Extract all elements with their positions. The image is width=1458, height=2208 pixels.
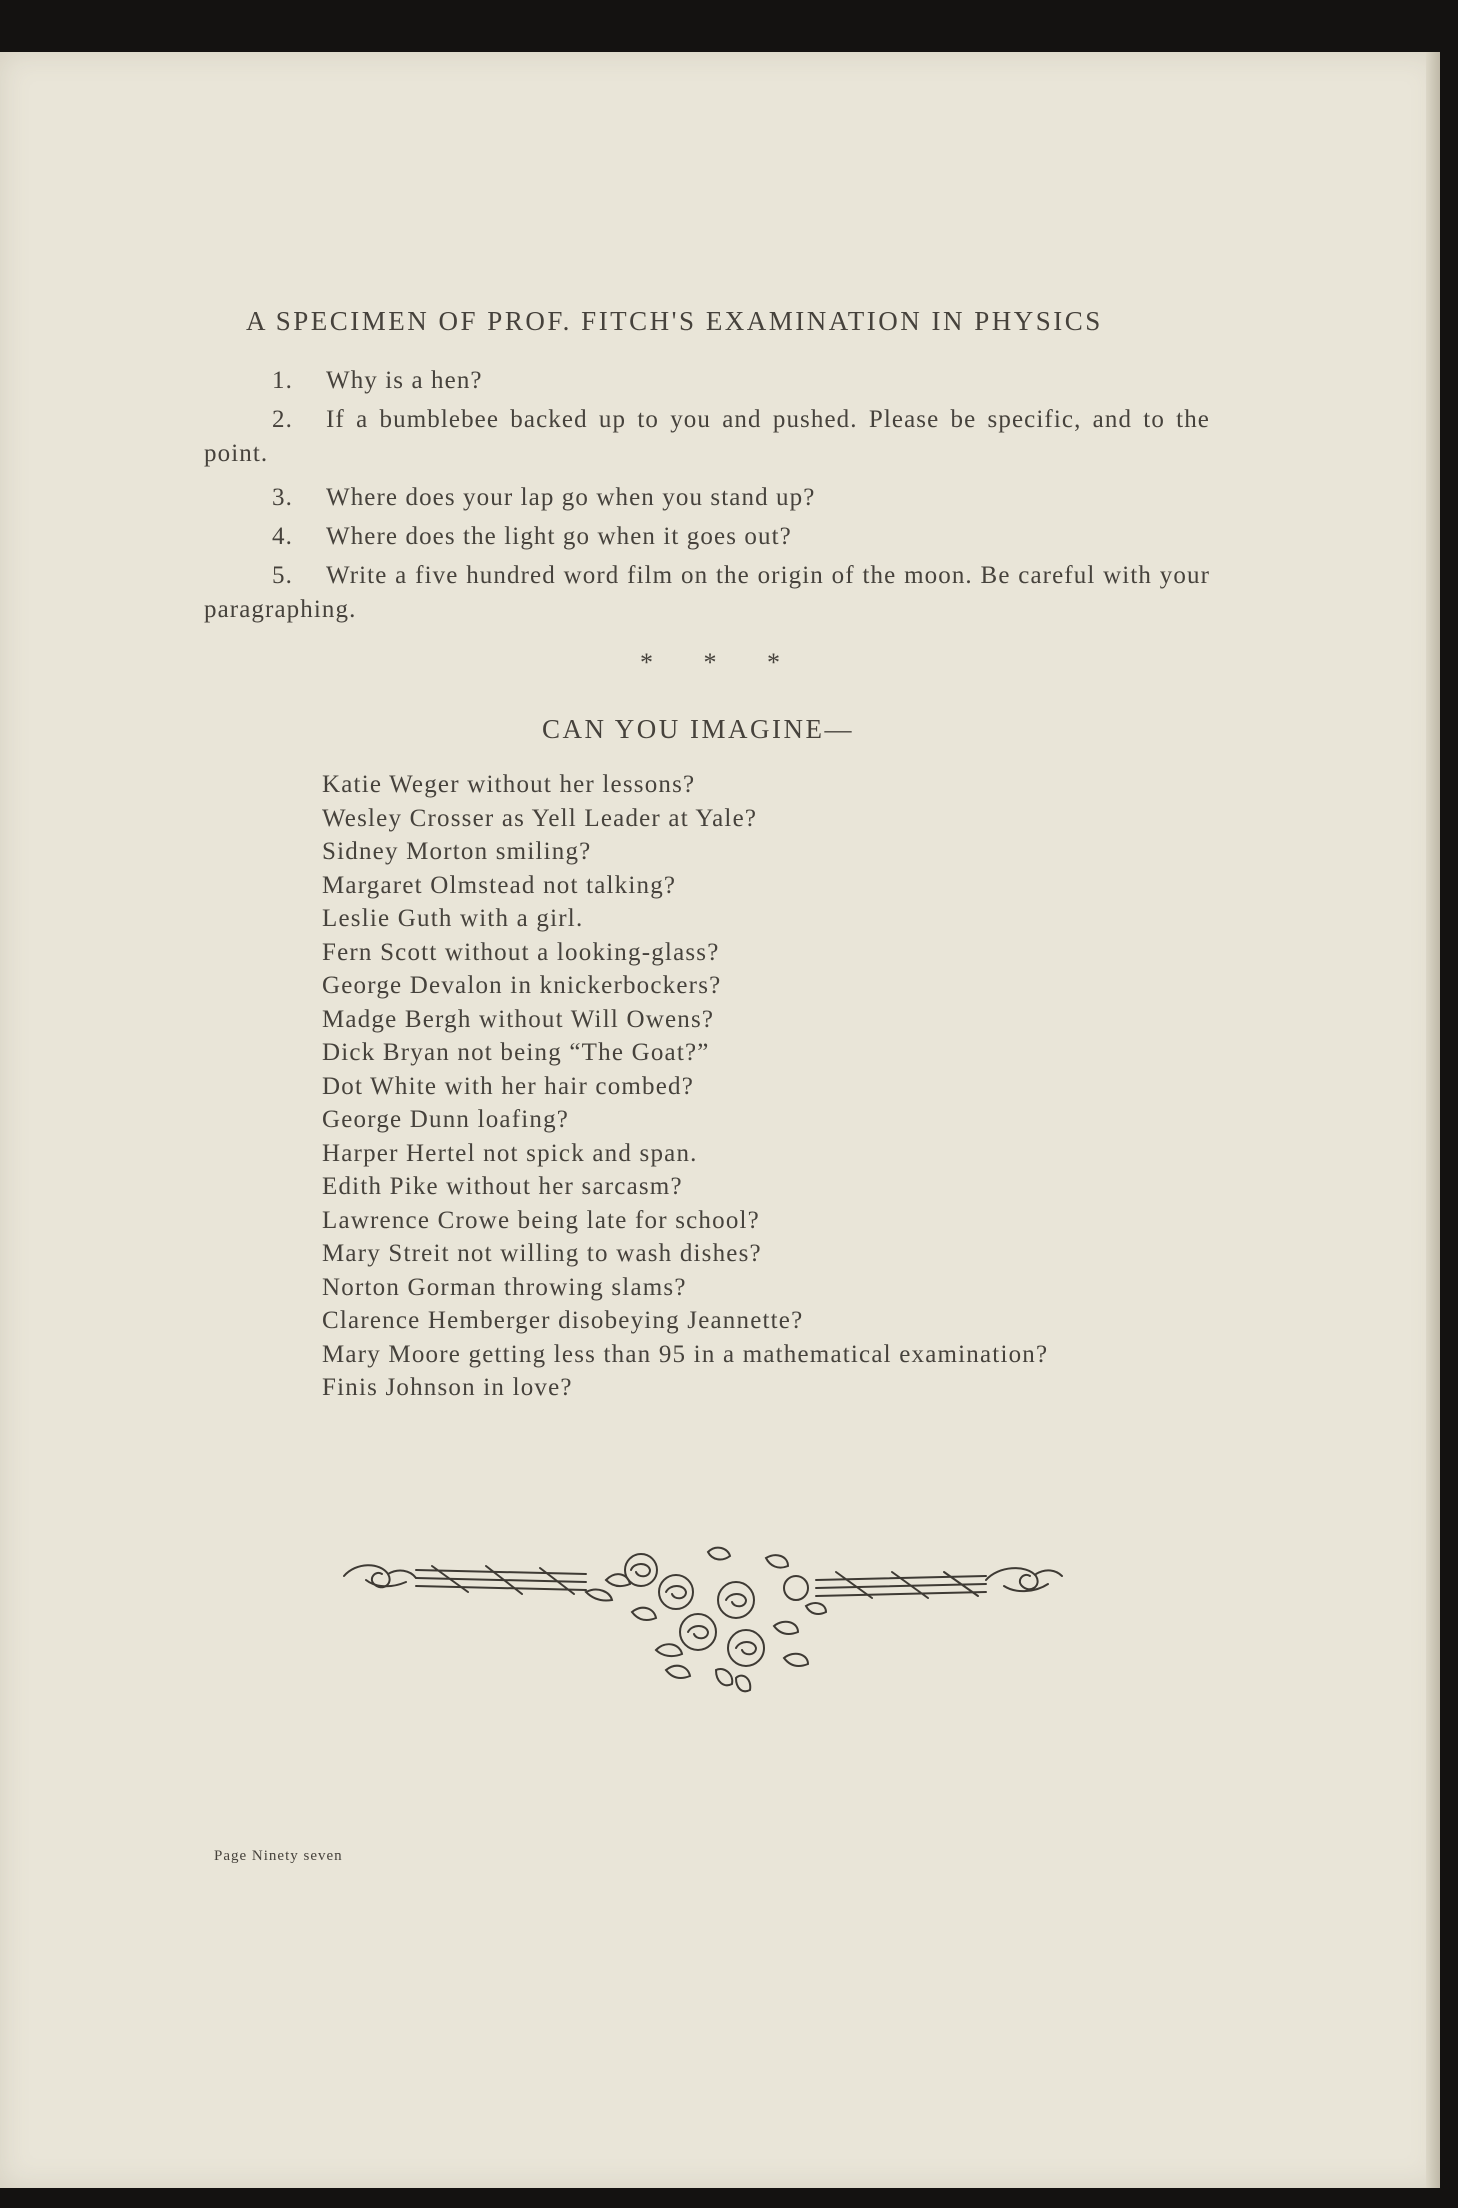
imagine-title: CAN YOU IMAGINE— [542, 714, 854, 744]
question-2 [204, 403, 1210, 471]
list-item: Mary Streit not willing to wash dishes? [322, 1240, 762, 1267]
list-item: Wesley Crosser as Yell Leader at Yale? [322, 804, 758, 832]
question-text: Why is a hen? [326, 367, 483, 394]
question-5 [204, 559, 1210, 627]
question-number: 1. [272, 367, 293, 394]
question-number: 2. [272, 406, 293, 433]
list-item: Dot White with her hair combed? [322, 1072, 695, 1100]
list-item: Edith Pike without her sarcasm? [322, 1173, 683, 1200]
list-item: Clarence Hemberger disobeying Jeannette? [322, 1307, 804, 1334]
exam-title: A SPECIMEN OF PROF. FITCH'S EXAMINATION IN PHYSICS [246, 306, 1103, 336]
question-number: 5. [272, 562, 293, 589]
page-number: Page Ninety seven [214, 1848, 343, 1864]
list-item: Leslie Guth with a girl. [322, 905, 584, 932]
list-item: Norton Gorman throwing slams? [322, 1273, 687, 1301]
question-text: Where does the light go when it goes out? [326, 523, 792, 550]
question-number: 3. [272, 484, 293, 511]
section-separator: * * * [640, 648, 802, 677]
rose-ornament-icon [336, 1540, 1066, 1700]
list-item: Sidney Morton smiling? [322, 838, 592, 865]
question-number: 4. [272, 523, 293, 550]
list-item: Dick Bryan not being “The Goat?” [322, 1039, 710, 1066]
list-item: Harper Hertel not spick and span. [322, 1139, 698, 1167]
list-item: Katie Weger without her lessons? [322, 771, 696, 798]
list-item: George Dunn loafing? [322, 1106, 570, 1133]
question-text: Where does your lap go when you stand up? [326, 484, 816, 511]
question-text: If a bumblebee backed up to you and pushed. Please be specific, and to the point. [204, 406, 1210, 467]
question-1 [272, 364, 483, 398]
question-4 [272, 520, 792, 554]
list-item: Mary Moore getting less than 95 in a mathematical examination? [322, 1340, 1049, 1368]
imagine-list [322, 768, 1048, 1405]
list-item: Fern Scott without a looking-glass? [322, 938, 720, 966]
page-edge [1426, 52, 1440, 2188]
list-item: Finis Johnson in love? [322, 1374, 573, 1401]
question-text: Write a five hundred word film on the origin of the moon. Be careful with your paragraphing. [204, 562, 1210, 623]
list-item: Lawrence Crowe being late for school? [322, 1206, 760, 1234]
question-3 [272, 481, 815, 515]
list-item: Madge Bergh without Will Owens? [322, 1005, 715, 1033]
list-item: Margaret Olmstead not talking? [322, 871, 677, 899]
list-item: George Devalon in knickerbockers? [322, 972, 722, 999]
